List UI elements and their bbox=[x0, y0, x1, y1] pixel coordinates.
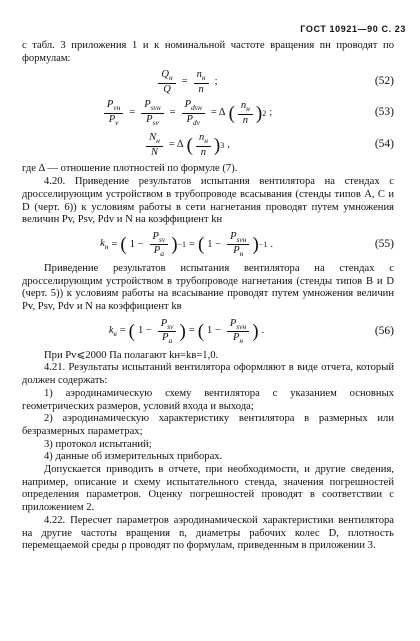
section-4-22: 4.22. Пересчет параметров аэродинамической характеристики вентилятора на другие частоты вращения n, диаметры рабочих колес D, плотность перемещаемой среды ρ проводят по формулам, приведенным в приложении 3. bbox=[22, 514, 394, 552]
list-item: 1) аэродинамическую схему вентилятора с указанием основных геометрических размеров, условий входа и выхода; bbox=[22, 387, 394, 412]
list-item: 4) данные об измерительных приборах. bbox=[44, 451, 223, 463]
section-4-20-continued: Приведение результатов испытания вентилятора на стендах с дросселирующим устройством в трубопроводе нагнетания (стенды типов В и D (черт. 5)) к условиям работы на всасывание проводят путем умножения величин Pv, Psv, Pdv и N на коэффициент kв bbox=[22, 262, 394, 313]
section-4-20: 4.20. Приведение результатов испытания вентилятора на стендах с дросселирующим устройством в трубопроводе всасывания (стенды типов А, С и D (черт. 6)) к условиям работы в сети нагнетания проводят путем умножения величин Pv, Psv, Pdv и N на коэффициент kн bbox=[22, 176, 394, 226]
where-paragraph: где Δ — отношение плотностей по формуле (7). bbox=[22, 163, 238, 175]
equation-number: (55) bbox=[374, 238, 394, 251]
running-header: ГОСТ 10921—90 С. 23 bbox=[300, 24, 406, 34]
equation-56: $k_в$ = ( 1 − $\frac{P_{sv}}{P_a}$ ) = ( 1 − $\frac{P_{svн}}{P_н}$ ) . (56) bbox=[108, 317, 394, 346]
section-4-21: 4.21. Результаты испытаний вентилятора оформляют в виде отчета, который должен содержать: bbox=[22, 362, 394, 387]
equation-number: (53) bbox=[374, 106, 394, 119]
addendum-paragraph: Допускается приводить в отчете, при необходимости, и другие сведения, например, описание и схему испытательного стенда, значения погрешностей определения параметров. Оценку погрешностей проводят в соответствии с приложением 2. bbox=[22, 464, 394, 514]
list-item: 2) аэродинамическую характеристику вентилятора в размерных или безразмерных параметрах; bbox=[22, 413, 394, 437]
equation-number: (54) bbox=[374, 138, 394, 151]
equation-53: $\frac{P_{vн}}{P_v}$ = $\frac{P_{svн}}{P_{sv}}$ = $\frac{P_{dvн}}{P_{dv}}$ = Δ ( $\frac{n_н}{n}$ ) 2 ; (53) bbox=[22, 97, 394, 129]
equation-number: (56) bbox=[374, 324, 394, 337]
intro-paragraph: с табл. 3 приложения 1 и к номинальной частоте вращения nн проводят по формулам: bbox=[22, 40, 394, 64]
equation-55: $k_н$ = ( 1 − $\frac{P_{sv}}{P_a}$ ) −1 = ( 1 − $\frac{P_{svн}}{P_н}$ ) −1 . (55) bbox=[100, 230, 394, 259]
report-contents-list bbox=[22, 388, 394, 464]
equation-54: $\frac{N_н}{N}$ = Δ ( $\frac{n_н}{n}$ ) 3 , (54) bbox=[22, 129, 394, 161]
note-paragraph: При Pv⩽2000 Па полагают kн=kв=1,0. bbox=[44, 349, 219, 361]
equation-number: (52) bbox=[374, 75, 394, 88]
equation-52: $\frac{Q_н}{Q}$ = $\frac{n_н}{n}$ ; (52) bbox=[22, 67, 394, 97]
page-body bbox=[22, 40, 394, 553]
list-item: 3) протокол испытаний; bbox=[44, 438, 152, 450]
